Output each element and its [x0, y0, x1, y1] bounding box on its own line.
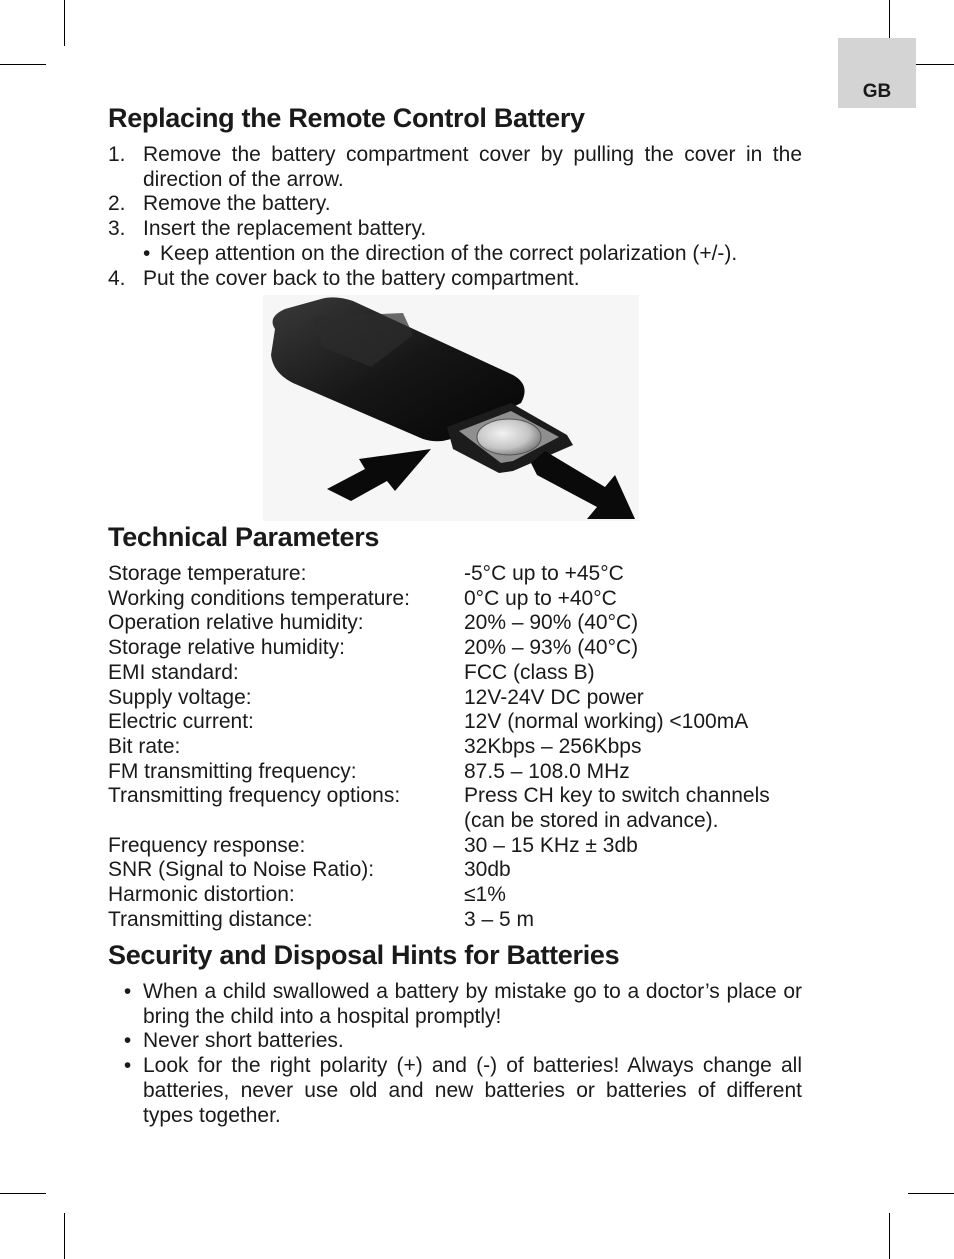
param-value: 30 – 15 KHz ± 3db — [464, 833, 638, 857]
table-row — [108, 587, 802, 612]
list-item — [108, 1054, 802, 1128]
param-value: ≤1% — [464, 883, 506, 907]
crop-mark — [0, 64, 46, 65]
bullet-glyph: • — [123, 1029, 132, 1053]
param-label: FM transmitting frequency: — [108, 759, 357, 783]
bullet-glyph: • — [123, 1054, 132, 1078]
crop-mark — [64, 0, 65, 46]
parameters-table — [108, 562, 802, 933]
step-text: Remove the battery compartment cover by pulling the cover in the direction of the arrow. — [143, 143, 802, 191]
security-hints-list — [108, 980, 802, 1128]
language-tab-label: GB — [862, 81, 892, 102]
table-row — [108, 686, 802, 711]
table-row — [108, 760, 802, 785]
param-label: Frequency response: — [108, 833, 306, 857]
crop-mark — [889, 1213, 890, 1259]
list-item — [108, 980, 802, 1029]
param-value-line: (can be stored in advance). — [464, 809, 719, 833]
heading-security-disposal: Security and Disposal Hints for Batteries — [108, 940, 620, 970]
param-label: Operation relative humidity: — [108, 611, 364, 635]
battery-steps-list — [108, 143, 802, 291]
param-value: 0°C up to +40°C — [464, 586, 617, 610]
list-item — [108, 192, 802, 217]
step-number: 2. — [108, 192, 126, 216]
table-row — [108, 784, 802, 833]
bullet-glyph: • — [123, 980, 132, 1003]
param-label: Transmitting frequency options: — [108, 784, 401, 808]
param-label: Storage relative humidity: — [108, 636, 345, 660]
param-value: 3 – 5 m — [464, 907, 535, 931]
param-value-line: Press CH key to switch channels — [464, 784, 770, 808]
crop-mark — [64, 1213, 65, 1259]
param-value: 32Kbps – 256Kbps — [464, 734, 642, 758]
param-label: SNR (Signal to Noise Ratio): — [108, 858, 375, 882]
param-value — [464, 784, 802, 833]
param-label: Bit rate: — [108, 734, 181, 758]
hint-text: Look for the right polarity (+) and (-) of batteries! Always change all batteries, never use old and new batteries or batteries of different types together. — [143, 1054, 802, 1127]
param-value: 20% – 93% (40°C) — [464, 636, 639, 660]
step-number: 1. — [108, 143, 126, 166]
table-row — [108, 858, 802, 883]
step-number: 4. — [108, 266, 126, 290]
step-text: Remove the battery. — [143, 192, 331, 216]
step-text: Put the cover back to the battery compartment. — [143, 266, 580, 290]
step-text: Insert the replacement battery. — [143, 217, 427, 241]
list-item — [108, 267, 802, 292]
list-item — [108, 217, 802, 242]
language-tab — [838, 38, 916, 108]
param-label: Harmonic distortion: — [108, 883, 295, 907]
step-number: 3. — [108, 217, 126, 241]
table-row — [108, 735, 802, 760]
param-value: 12V (normal working) <100mA — [464, 710, 749, 734]
param-value: 87.5 – 108.0 MHz — [464, 759, 630, 783]
table-row — [108, 636, 802, 661]
table-row — [108, 883, 802, 908]
param-label: EMI standard: — [108, 660, 239, 684]
list-item — [108, 143, 802, 192]
param-label: Transmitting distance: — [108, 907, 313, 931]
table-row — [108, 710, 802, 735]
remote-battery-illustration — [263, 295, 639, 521]
sub-bullet-item — [108, 242, 802, 267]
hint-text: When a child swallowed a battery by mistake go to a doctor’s place or bring the child into a hospital promptly! — [143, 980, 802, 1028]
param-label: Electric current: — [108, 710, 254, 734]
table-row — [108, 834, 802, 859]
crop-mark — [908, 1193, 954, 1194]
param-value: 30db — [464, 858, 511, 882]
param-value: -5°C up to +45°C — [464, 562, 624, 585]
bullet-glyph: • — [143, 241, 151, 265]
table-row — [108, 611, 802, 636]
param-label: Storage temperature: — [108, 562, 307, 585]
table-row — [108, 661, 802, 686]
list-item — [108, 1029, 802, 1054]
hint-text: Never short batteries. — [143, 1029, 344, 1053]
heading-technical-parameters: Technical Parameters — [108, 522, 380, 552]
table-row — [108, 562, 802, 587]
heading-replacing-battery: Replacing the Remote Control Battery — [108, 103, 585, 133]
param-value: 12V-24V DC power — [464, 685, 644, 709]
param-label: Supply voltage: — [108, 685, 252, 709]
coin-battery — [477, 419, 541, 455]
crop-mark — [0, 1193, 46, 1194]
param-value: 20% – 90% (40°C) — [464, 611, 639, 635]
sub-bullet-text: Keep attention on the direction of the correct polarization (+/-). — [160, 241, 738, 265]
param-value: FCC (class B) — [464, 660, 595, 684]
table-row — [108, 908, 802, 933]
param-label: Working conditions temperature: — [108, 586, 410, 610]
